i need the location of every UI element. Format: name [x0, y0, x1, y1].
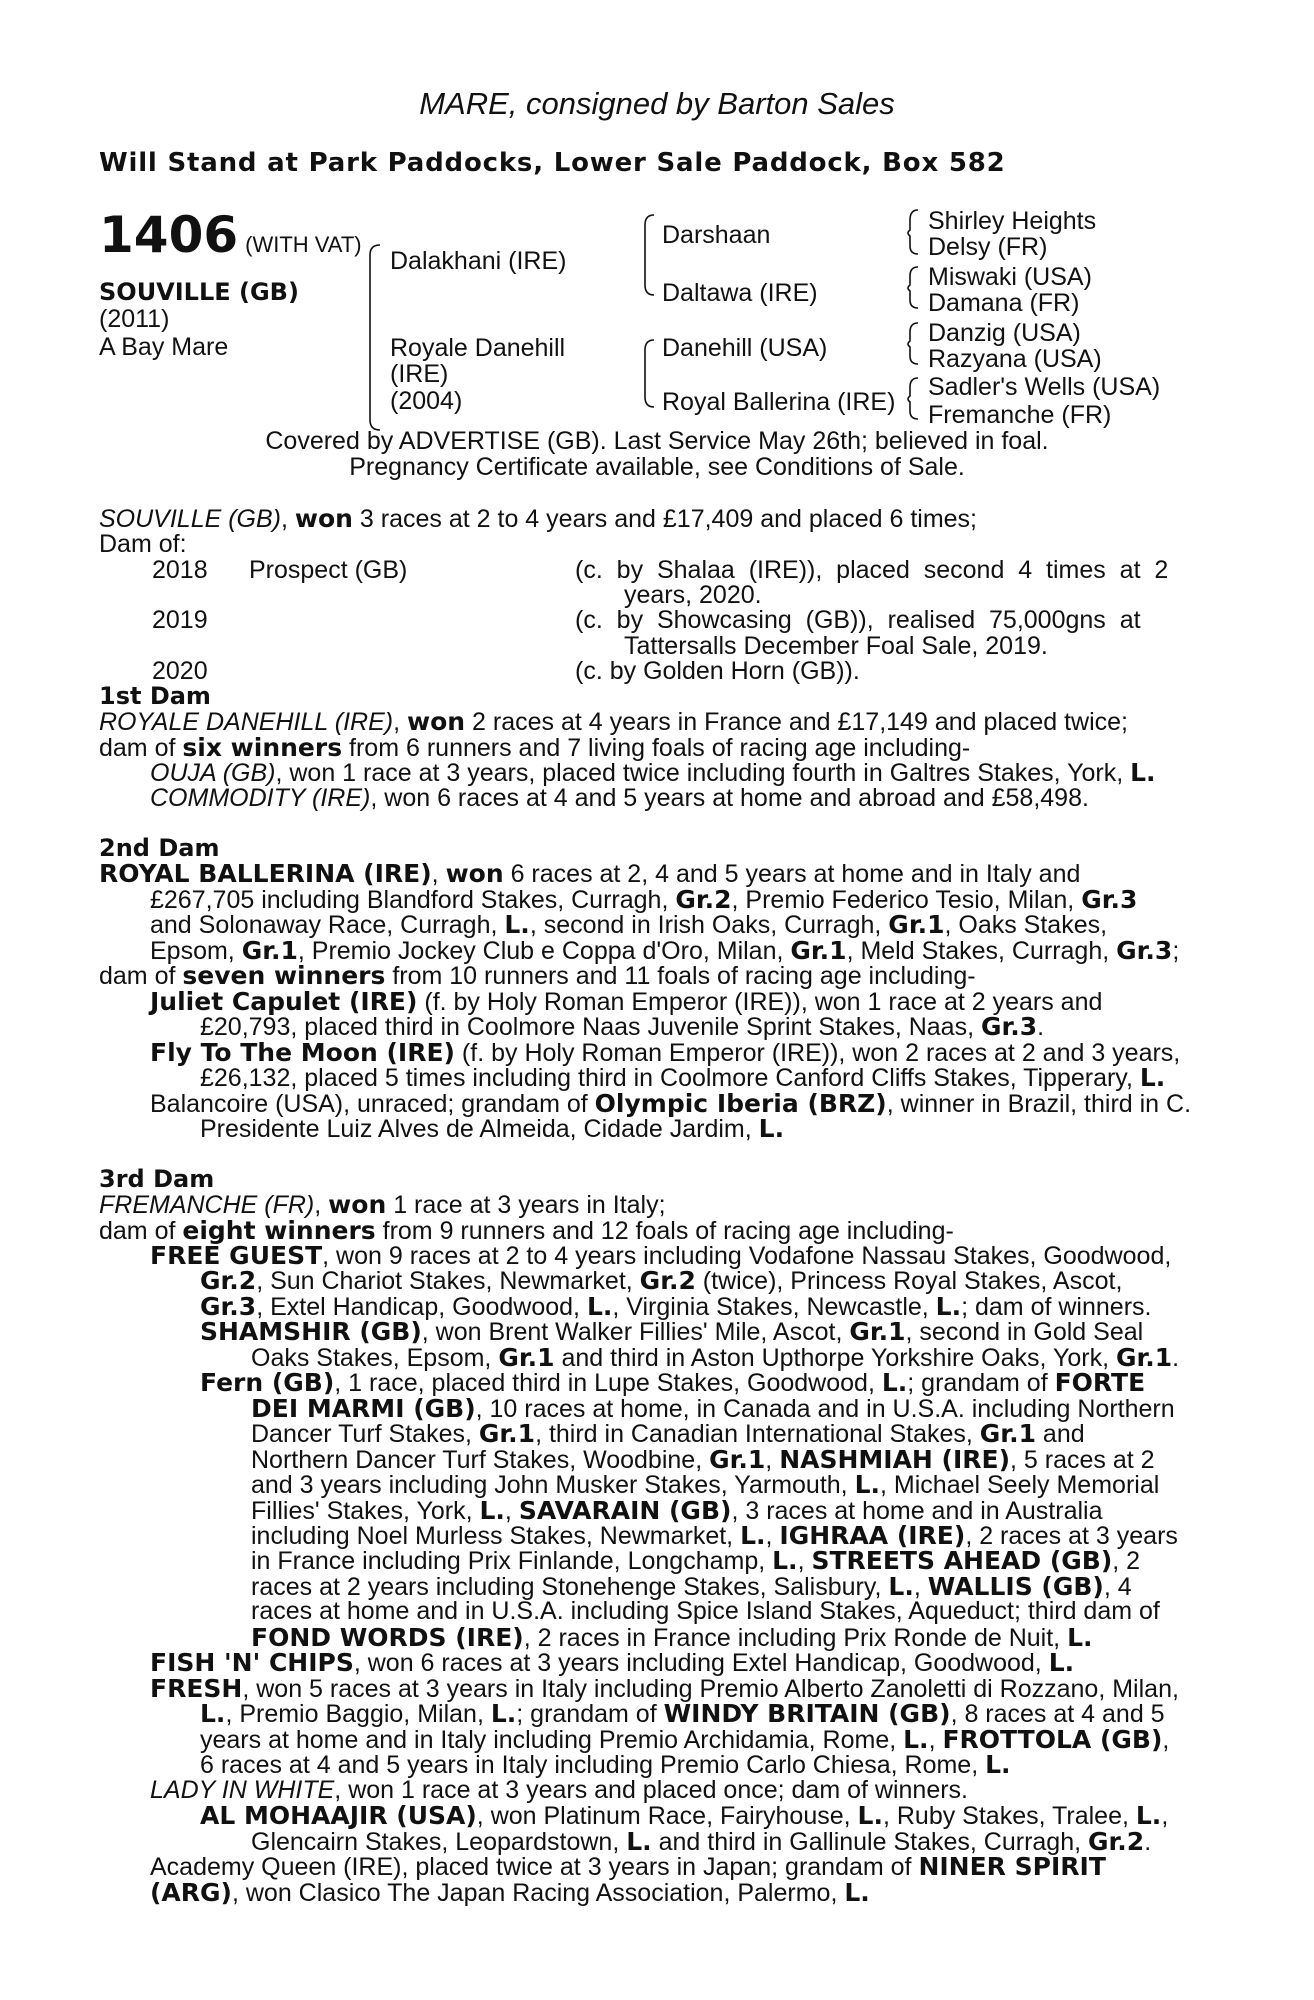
bold-text: Gr.1	[888, 910, 945, 939]
bold-text: FISH 'N' CHIPS	[150, 1648, 354, 1677]
bold-text: Gr.3	[1116, 936, 1173, 965]
text-segment: , 2 races in France including Prix Ronde de Nuit,	[523, 1624, 1068, 1652]
text-segment: , won Brent Walker Fillies' Mile, Ascot,	[421, 1318, 850, 1346]
second-dam-line	[150, 1091, 1191, 1117]
bold-text: AL MOHAAJIR (USA)	[200, 1801, 477, 1830]
produce-intro-won: won	[294, 504, 353, 533]
text-segment: , won Clasico The Japan Racing Association, Palermo,	[231, 1879, 845, 1907]
bold-text: L.	[586, 1292, 613, 1321]
bold-text: Gr.1	[790, 936, 847, 965]
italic-text: FREMANCHE (FR)	[99, 1191, 315, 1219]
text-segment: , third in Canadian International Stakes,	[535, 1420, 980, 1448]
pedigree-dam-line3: (2004)	[390, 387, 463, 415]
bold-text: SAVARAIN (GB)	[518, 1496, 732, 1525]
bold-text: Gr.2	[200, 1266, 257, 1295]
text-segment: , 10 races at home, in Canada and in U.S.A. including Northern	[475, 1395, 1175, 1423]
second-dam-line	[150, 912, 1107, 938]
text-segment: ,	[504, 1497, 519, 1525]
text-segment: , 3 races at home and in Australia	[731, 1497, 1103, 1525]
bold-text: FREE GUEST	[150, 1241, 323, 1270]
bold-text: IGHRAA (IRE)	[779, 1521, 966, 1550]
bold-text: L.	[935, 1292, 962, 1321]
horse-year: (2011)	[99, 305, 170, 333]
bold-text: L.	[479, 1496, 505, 1525]
text-segment: and 3 years including John Musker Stakes, Yarmouth,	[251, 1471, 855, 1499]
text-segment: including Noel Murless Stakes, Newmarket,	[251, 1522, 741, 1550]
bold-text: ROYAL BALLERINA (IRE)	[99, 859, 432, 888]
bold-text: Gr.1	[1115, 1343, 1173, 1372]
bold-text: L.	[200, 1699, 226, 1728]
bold-text: Juliet Capulet (IRE)	[150, 987, 418, 1016]
bold-text: DEI MARMI (GB)	[251, 1394, 476, 1423]
text-segment: ; grandam of	[516, 1700, 664, 1728]
bold-text: L.	[504, 910, 530, 939]
bracket-main	[370, 245, 380, 430]
text-segment: from 9 runners and 12 foals of racing age including-	[375, 1217, 954, 1245]
pedigree-dam-dam: Royal Ballerina (IRE)	[662, 388, 896, 416]
text-segment: 2 races at 4 years in France and £17,149 and placed twice;	[465, 708, 1128, 736]
bold-text: STREETS AHEAD (GB)	[811, 1546, 1113, 1575]
italic-text: LADY IN WHITE	[150, 1776, 335, 1804]
produce-detail: (c. by Golden Horn (GB)).	[575, 657, 860, 685]
second-dam-line: ROYAL BALLERINA (IRE), won 6 races at 2, 4 and 5 years at home and in Italy and	[99, 859, 1081, 888]
text-segment: Oaks Stakes, Epsom,	[251, 1344, 499, 1372]
bold-text: Gr.1	[478, 1419, 536, 1448]
third-dam-line	[200, 1268, 1122, 1294]
text-segment: £20,793, placed third in Coolmore Naas Juvenile Sprint Stakes, Naas,	[200, 1013, 981, 1041]
text-segment: dam of	[99, 962, 183, 990]
bold-text: Gr.1	[241, 936, 298, 965]
pedigree-dam-line1: Royale Danehill	[390, 334, 566, 362]
text-segment: .	[1037, 1013, 1045, 1041]
produce-intro-rest: 3 races at 2 to 4 years and £17,409 and placed 6 times;	[352, 505, 977, 533]
text-segment: Balancoire (USA), unraced; grandam of	[150, 1090, 595, 1118]
third-dam-line	[251, 1421, 1085, 1447]
bold-text: L.	[1135, 1801, 1162, 1830]
second-dam-line	[150, 989, 1102, 1015]
bold-text: L.	[740, 1521, 766, 1550]
bold-text: Fly To The Moon (IRE)	[150, 1038, 455, 1067]
bold-text: WALLIS (GB)	[927, 1572, 1104, 1601]
text-segment: Glencairn Stakes, Leopardstown,	[251, 1828, 627, 1856]
produce-detail-cont: years, 2020.	[624, 581, 762, 609]
text-segment: ,	[765, 1446, 780, 1474]
text-segment: ; grandam of	[907, 1369, 1055, 1397]
italic-text: ROYALE DANEHILL (IRE)	[99, 708, 394, 736]
bold-text: won	[445, 859, 504, 888]
text-segment: 1 race at 3 years in Italy;	[386, 1191, 666, 1219]
third-dam-line	[251, 1345, 1179, 1371]
third-dam-line	[150, 1854, 1106, 1880]
bold-text: won	[407, 707, 466, 736]
bold-text: Gr.2	[1088, 1827, 1145, 1856]
pedigree-ddd: Fremanche (FR)	[928, 401, 1112, 429]
pedigree-sire-dam: Daltawa (IRE)	[662, 279, 818, 307]
third-dam-line	[200, 1727, 1169, 1753]
text-segment: £267,705 including Blandford Stakes, Curragh,	[150, 886, 676, 914]
text-segment: (f. by Holy Roman Emperor (IRE)), won 2 races at 2 and 3 years,	[454, 1039, 1181, 1067]
bold-text: Gr.3	[980, 1012, 1038, 1041]
text-segment: , Michael Seely Memorial	[880, 1471, 1160, 1499]
location-line: Will Stand at Park Paddocks, Lower Sale Paddock, Box 582	[99, 148, 1006, 178]
third-dam-line	[150, 1650, 1074, 1676]
pedigree-dam-line2: (IRE)	[390, 360, 449, 388]
text-segment: , won 6 races at 4 and 5 years at home and abroad and £58,498.	[370, 784, 1089, 812]
text-segment: , won 6 races at 3 years including Extel Handicap, Goodwood,	[353, 1649, 1049, 1677]
bold-text: Gr.3	[200, 1292, 257, 1321]
third-dam-line	[251, 1548, 1140, 1574]
third-dam-line	[251, 1472, 1159, 1498]
bold-text: L.	[881, 1368, 908, 1397]
bold-text: eight winners	[182, 1216, 376, 1245]
bold-text: SHAMSHIR (GB)	[200, 1317, 422, 1346]
text-segment: ;	[1172, 937, 1180, 965]
first-dam-line: ROYALE DANEHILL (IRE), won 2 races at 4 years in France and £17,149 and placed twice;	[99, 707, 1128, 736]
third-dam-line: FREMANCHE (FR), won 1 race at 3 years in Italy;	[99, 1190, 666, 1219]
text-segment: .	[1172, 1344, 1180, 1372]
text-segment: ,	[928, 1726, 943, 1754]
bold-text: L.	[1139, 1063, 1166, 1092]
third-dam-line	[200, 1803, 1168, 1829]
text-segment: Fillies' Stakes, York,	[251, 1497, 480, 1525]
bold-text: Gr.1	[498, 1343, 555, 1372]
second-dam-heading: 2nd Dam	[99, 834, 220, 862]
text-segment: , 4	[1103, 1573, 1132, 1601]
produce-year: 2020	[152, 657, 208, 685]
bold-text: Gr.2	[639, 1266, 696, 1295]
text-segment: .	[1144, 1828, 1152, 1856]
text-segment: , won 1 race at 3 years and placed once; dam of winners.	[334, 1776, 968, 1804]
produce-detail-cont: Tattersalls December Foal Sale, 2019.	[624, 632, 1048, 660]
bold-text: L.	[1067, 1623, 1093, 1652]
third-dam-line	[251, 1625, 1093, 1651]
bracket-sd	[908, 267, 918, 308]
text-segment: and	[1035, 1420, 1085, 1448]
bold-text: L.	[490, 1699, 517, 1728]
bold-text: FOND WORDS (IRE)	[251, 1623, 524, 1652]
pedigree-sire-sire: Darshaan	[662, 221, 771, 249]
produce-intro-name: SOUVILLE (GB)	[99, 505, 281, 533]
second-dam-line	[150, 1040, 1180, 1066]
text-segment: , Sun Chariot Stakes, Newmarket,	[256, 1267, 640, 1295]
second-dam-line	[200, 1065, 1165, 1091]
pedigree-dds: Sadler's Wells (USA)	[928, 373, 1161, 401]
text-segment: , Premio Federico Tesio, Milan,	[731, 886, 1082, 914]
text-segment: ,	[765, 1522, 780, 1550]
text-segment: , Premio Jockey Club e Coppa d'Oro, Milan,	[297, 937, 791, 965]
bold-text: Gr.1	[849, 1317, 906, 1346]
bold-text: Gr.2	[675, 885, 732, 914]
second-dam-line	[150, 887, 1137, 913]
text-segment: , Virginia Stakes, Newcastle,	[612, 1293, 936, 1321]
bold-text: Olympic Iberia (BRZ)	[594, 1089, 887, 1118]
italic-text: OUJA (GB)	[150, 759, 276, 787]
bold-text: NINER SPIRIT	[918, 1852, 1106, 1881]
horse-name: SOUVILLE (GB)	[99, 278, 299, 306]
text-segment: and third in Aston Upthorpe Yorkshire Oaks, York,	[554, 1344, 1116, 1372]
text-segment: , second in Gold Seal	[905, 1318, 1144, 1346]
dam-of-label: Dam of:	[99, 530, 187, 558]
bold-text: Gr.1	[709, 1445, 766, 1474]
third-dam-line	[200, 1370, 1145, 1396]
bold-text: six winners	[182, 733, 343, 762]
text-segment: Academy Queen (IRE), placed twice at 3 years in Japan; grandam of	[150, 1853, 919, 1881]
bold-text: FRESH	[150, 1674, 243, 1703]
horse-description: A Bay Mare	[99, 333, 229, 361]
bracket-sire	[645, 215, 654, 295]
bold-text: FORTE	[1054, 1368, 1146, 1397]
text-segment: ,	[913, 1573, 928, 1601]
bold-text: L.	[1048, 1648, 1075, 1677]
text-segment: , won 1 race at 3 years, placed twice including fourth in Galtres Stakes, York,	[275, 759, 1131, 787]
text-segment: years at home and in Italy including Premio Archidamia, Rome,	[200, 1726, 904, 1754]
bold-text: L.	[857, 1801, 883, 1830]
text-segment: ,	[1161, 1802, 1169, 1830]
text-segment: (f. by Holy Roman Emperor (IRE)), won 1 race at 2 years and	[417, 988, 1103, 1016]
text-segment: ; dam of winners.	[961, 1293, 1152, 1321]
bold-text: WINDY BRITAIN (GB)	[663, 1699, 951, 1728]
produce-intro: SOUVILLE (GB), won 3 races at 2 to 4 years and £17,409 and placed 6 times;	[99, 504, 977, 533]
produce-detail: (c. by Showcasing (GB)), realised 75,000gns at	[575, 606, 1141, 634]
bracket-ds	[908, 323, 918, 364]
bracket-ss	[908, 210, 918, 254]
second-dam-line	[200, 1116, 784, 1142]
text-segment: Northern Dancer Turf Stakes, Woodbine,	[251, 1446, 710, 1474]
text-segment: , 2	[1112, 1547, 1141, 1575]
text-segment: ,	[797, 1547, 812, 1575]
produce-name: Prospect (GB)	[249, 556, 408, 584]
text-segment: , Premio Baggio, Milan,	[225, 1700, 491, 1728]
bold-text: L.	[626, 1827, 652, 1856]
text-segment: , 1 race, placed third in Lupe Stakes, Goodwood,	[334, 1369, 882, 1397]
text-segment: from 10 runners and 11 foals of racing age including-	[385, 962, 976, 990]
text-segment: , won 9 races at 2 to 4 years including Vodafone Nassau Stakes, Goodwood,	[322, 1242, 1172, 1270]
third-dam-line	[150, 1880, 870, 1906]
third-dam-line	[200, 1752, 1011, 1778]
text-segment: races at home and in U.S.A. including Spice Island Stakes, Aqueduct; third dam of	[251, 1597, 1160, 1625]
third-dam-line	[150, 1778, 968, 1803]
pedigree-sire: Dalakhani (IRE)	[390, 247, 567, 275]
text-segment: , 5 races at 2	[1010, 1446, 1155, 1474]
bold-text: FROTTOLA (GB)	[942, 1725, 1163, 1754]
vat-label: (WITH VAT)	[245, 232, 362, 257]
pedigree-dam-sire: Danehill (USA)	[662, 334, 828, 362]
bold-text: Gr.3	[1081, 885, 1138, 914]
third-dam-line	[251, 1396, 1175, 1422]
third-dam-line	[251, 1599, 1160, 1624]
text-segment: Dancer Turf Stakes,	[251, 1420, 479, 1448]
text-segment: , Ruby Stakes, Tralee,	[882, 1802, 1136, 1830]
text-segment: , 2 races at 3 years	[965, 1522, 1178, 1550]
text-segment: and third in Gallinule Stakes, Curragh,	[651, 1828, 1088, 1856]
bold-text: Gr.1	[979, 1419, 1036, 1448]
first-dam-line	[150, 760, 1156, 786]
bracket-dam	[645, 340, 654, 407]
italic-text: COMMODITY (IRE)	[150, 784, 371, 812]
page-title: MARE, consigned by Barton Sales	[419, 86, 895, 121]
text-segment: , Meld Stakes, Curragh,	[846, 937, 1117, 965]
second-dam-line	[200, 1014, 1044, 1040]
text-segment: Epsom,	[150, 937, 242, 965]
pedigree-dss: Danzig (USA)	[928, 319, 1081, 347]
text-segment: 6 races at 2, 4 and 5 years at home and in Italy and	[503, 860, 1081, 888]
produce-year: 2018	[152, 556, 208, 584]
bold-text: L.	[844, 1878, 870, 1907]
text-segment: £26,132, placed 5 times including third in Coolmore Canford Cliffs Stakes, Tipperary,	[200, 1064, 1140, 1092]
bold-text: won	[328, 1190, 387, 1219]
third-dam-line	[251, 1498, 1103, 1524]
bold-text: seven winners	[182, 961, 386, 990]
first-dam-line	[99, 735, 970, 761]
text-segment: , winner in Brazil, third in C.	[886, 1090, 1192, 1118]
covered-line2: Pregnancy Certificate available, see Conditions of Sale.	[349, 453, 965, 481]
text-segment: , Extel Handicap, Goodwood,	[256, 1293, 587, 1321]
pedigree-ssd: Delsy (FR)	[928, 233, 1048, 261]
text-segment: Presidente Luiz Alves de Almeida, Cidade Jardim,	[200, 1115, 759, 1143]
text-segment: dam of	[99, 734, 183, 762]
text-segment: , won 5 races at 3 years in Italy including Premio Alberto Zanoletti di Rozzano, Milan,	[242, 1675, 1179, 1703]
first-dam-heading: 1st Dam	[99, 682, 211, 710]
first-dam-line	[150, 786, 1089, 811]
bold-text: L.	[888, 1572, 914, 1601]
bold-text: Fern (GB)	[200, 1368, 335, 1397]
text-segment: , Oaks Stakes,	[944, 911, 1108, 939]
bold-text: NASHMIAH (IRE)	[779, 1445, 1011, 1474]
pedigree-dsd: Razyana (USA)	[928, 345, 1102, 373]
text-segment: from 6 runners and 7 living foals of racing age including-	[342, 734, 971, 762]
text-segment: races at 2 years including Stonehenge Stakes, Salisbury,	[251, 1573, 889, 1601]
text-segment: ,	[1162, 1726, 1170, 1754]
pedigree-sds: Miswaki (USA)	[928, 263, 1092, 291]
text-segment: and Solonaway Race, Curragh,	[150, 911, 505, 939]
bold-text: L.	[985, 1750, 1011, 1779]
covered-line1: Covered by ADVERTISE (GB). Last Service May 26th; believed in foal.	[265, 427, 1049, 455]
second-dam-line	[99, 963, 976, 989]
third-dam-line	[200, 1701, 1165, 1727]
bold-text: L.	[758, 1114, 785, 1143]
pedigree-sdd: Damana (FR)	[928, 289, 1080, 317]
bold-text: L.	[854, 1470, 881, 1499]
text-segment: 6 races at 4 and 5 years in Italy including Premio Carlo Chiesa, Rome,	[200, 1751, 986, 1779]
third-dam-line	[251, 1447, 1155, 1473]
pedigree-sss: Shirley Heights	[928, 207, 1097, 235]
text-segment: , 8 races at 4 and 5	[950, 1700, 1165, 1728]
text-segment: in France including Prix Finlande, Longchamp,	[251, 1547, 773, 1575]
text-segment: , second in Irish Oaks, Curragh,	[529, 911, 889, 939]
lot-number: 1406	[99, 206, 239, 264]
produce-detail: (c. by Shalaa (IRE)), placed second 4 times at 2	[575, 556, 1169, 584]
bold-text: L.	[1130, 758, 1156, 787]
text-segment: , won Platinum Race, Fairyhouse,	[476, 1802, 858, 1830]
bold-text: L.	[772, 1546, 798, 1575]
text-segment: (twice), Princess Royal Stakes, Ascot,	[695, 1267, 1123, 1295]
bold-text: (ARG)	[150, 1878, 232, 1907]
third-dam-line	[200, 1319, 1143, 1345]
bracket-dd	[908, 378, 918, 419]
produce-year: 2019	[152, 606, 208, 634]
third-dam-heading: 3rd Dam	[99, 1165, 215, 1193]
bold-text: L.	[903, 1725, 929, 1754]
text-segment: dam of	[99, 1217, 183, 1245]
